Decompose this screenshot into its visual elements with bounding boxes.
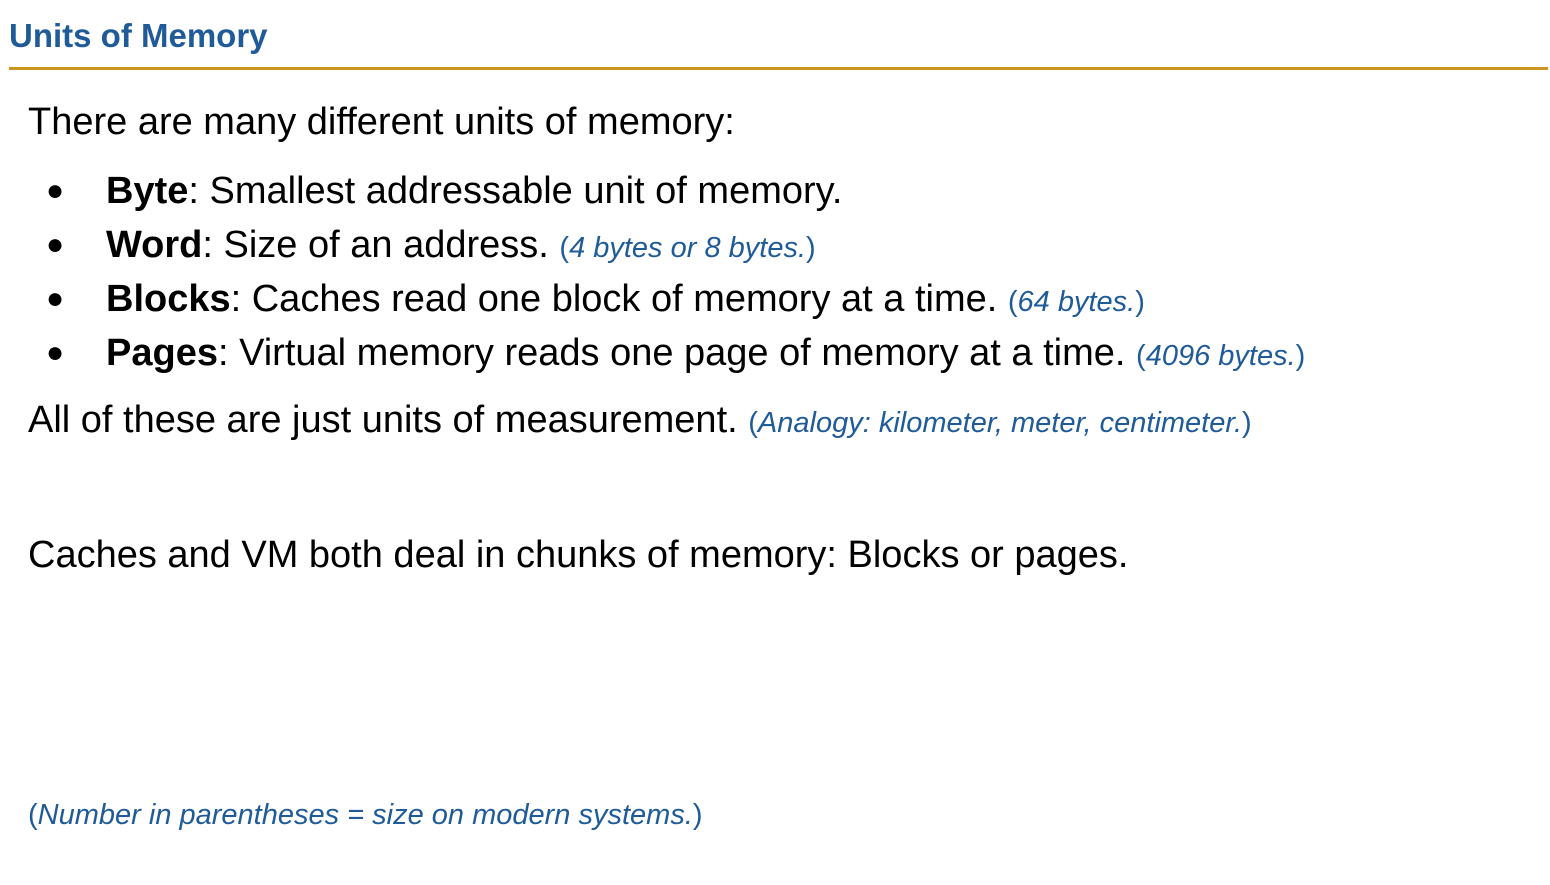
bullet-icon: ● <box>45 228 65 261</box>
term-blocks: Blocks <box>106 278 231 320</box>
desc-pages: : Virtual memory reads one page of memory at a time. <box>217 332 1126 374</box>
measurement-text: All of these are just units of measurement. (Analogy: kilometer, meter, centimeter.) <box>28 399 1252 441</box>
intro-text: There are many different units of memory: <box>28 101 735 143</box>
analogy-note: (Analogy: kilometer, meter, centimeter.) <box>748 407 1252 439</box>
note-word: (4 bytes or 8 bytes.) <box>559 232 816 264</box>
term-word: Word <box>106 224 203 266</box>
term-byte: Byte <box>106 170 189 212</box>
note-blocks: (64 bytes.) <box>1007 286 1145 318</box>
desc-blocks: : Caches read one block of memory at a time. <box>230 278 998 320</box>
note-pages: (4096 bytes.) <box>1136 340 1306 372</box>
desc-word: : Size of an address. <box>202 224 549 266</box>
term-pages: Pages <box>106 332 218 374</box>
chunks-text: Caches and VM both deal in chunks of memory: Blocks or pages. <box>28 534 1129 576</box>
footnote: (Number in parentheses = size on modern systems.) <box>28 799 703 831</box>
slide-title: Units of Memory <box>9 17 268 54</box>
bullet-icon: ● <box>45 282 65 315</box>
bullet-icon: ● <box>45 174 65 207</box>
title-divider <box>9 67 1548 70</box>
bullet-icon: ● <box>45 336 65 369</box>
desc-byte: : Smallest addressable unit of memory. <box>188 170 843 212</box>
